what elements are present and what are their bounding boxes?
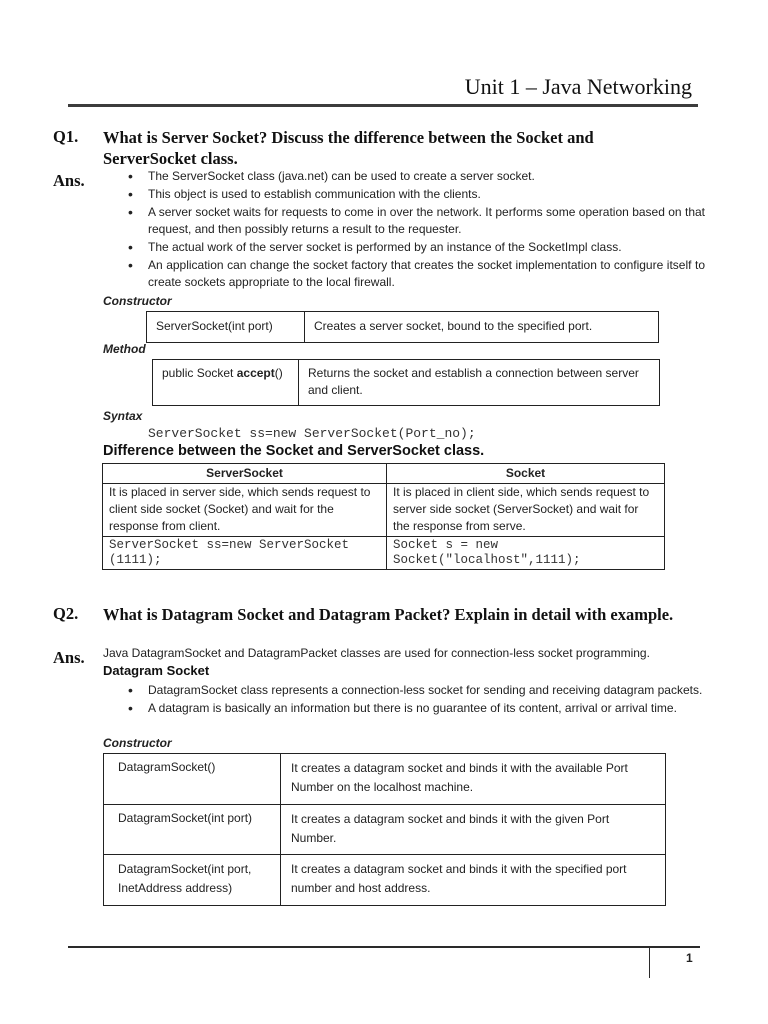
method-signature	[153, 360, 299, 406]
q1-constructor-label: Constructor	[103, 294, 172, 308]
q2-question: What is Datagram Socket and Datagram Packet? Explain in detail with example.	[103, 605, 674, 624]
q2-label: Q2.	[53, 604, 79, 623]
q1-bullet-list	[124, 168, 705, 292]
table-code-cell: Socket s = new Socket("localhost",1111);	[387, 537, 665, 570]
q1-syntax-code: ServerSocket ss=new ServerSocket(Port_no);	[148, 426, 476, 441]
q1-constructor-table	[146, 311, 659, 343]
q1-bullet: • This object is used to establish communication with the clients.	[124, 186, 705, 203]
footer-vertical-divider	[649, 948, 650, 978]
constructor-description: It creates a datagram socket and binds it with the specified port number and host address.	[281, 855, 666, 906]
constructor-signature: DatagramSocket(int port, InetAddress address)	[104, 855, 281, 906]
table-code-cell: ServerSocket ss=new ServerSocket (1111);	[103, 537, 387, 570]
table-cell: It is placed in client side, which sends request to server side socket (ServerSocket) and wait for the response from serve.	[387, 484, 665, 537]
constructor-signature: DatagramSocket()	[104, 754, 281, 805]
q1-question: What is Server Socket? Discuss the difference between the Socket and ServerSocket class.	[103, 128, 594, 168]
method-name: accept	[236, 366, 275, 380]
q1-label: Q1.	[53, 127, 79, 146]
table-row	[103, 484, 665, 537]
constructor-description: It creates a datagram socket and binds it with the available Port Number on the localhost machine.	[281, 754, 666, 805]
header-divider	[68, 104, 698, 107]
q1-answer-label: Ans.	[53, 171, 85, 190]
constructor-description: It creates a datagram socket and binds it with the given Port Number.	[281, 805, 666, 855]
q1-difference-heading: Difference between the Socket and ServerSocket class.	[103, 443, 485, 459]
q1-bullet: • An application can change the socket factory that creates the socket implementation to configure itself to create sockets appropriate to the local firewall.	[124, 257, 705, 291]
q2-bullet: • DatagramSocket class represents a connection-less socket for sending and receiving datagram packets.	[124, 682, 705, 699]
column-header: Socket	[387, 464, 665, 484]
q1-syntax-label: Syntax	[103, 409, 143, 423]
q1-method-table	[152, 359, 660, 406]
q2-bullet-list	[124, 682, 705, 718]
q2-intro: Java DatagramSocket and DatagramPacket classes are used for connection-less socket programming.	[103, 646, 650, 660]
constructor-signature: DatagramSocket(int port)	[104, 805, 281, 855]
method-sig-suffix: ()	[274, 366, 283, 380]
constructor-signature: ServerSocket(int port)	[147, 312, 305, 343]
q1-bullet: • The ServerSocket class (java.net) can be used to create a server socket.	[124, 168, 705, 185]
method-description: Returns the socket and establish a connection between server and client.	[299, 360, 660, 406]
q2-constructor-table	[103, 753, 666, 906]
q2-answer-label: Ans.	[53, 648, 85, 667]
q1-method-label: Method	[103, 342, 146, 356]
q2-bullet: • A datagram is basically an information but there is no guarantee of its content, arrival or arrival time.	[124, 700, 705, 717]
page-number: 1	[686, 951, 693, 965]
table-row	[104, 805, 666, 855]
constructor-description: Creates a server socket, bound to the specified port.	[305, 312, 659, 343]
q1-difference-table	[102, 463, 665, 570]
method-sig-prefix: public Socket	[162, 366, 237, 380]
column-header: ServerSocket	[103, 464, 387, 484]
q1-bullet: • A server socket waits for requests to come in over the network. It performs some operation based on that request, and then possibly returns a result to the requester.	[124, 204, 705, 238]
table-header-row	[103, 464, 665, 484]
table-row	[104, 754, 666, 805]
page-header-title: Unit 1 – Java Networking	[464, 74, 692, 99]
q2-constructor-label: Constructor	[103, 736, 172, 750]
footer-divider	[68, 946, 700, 948]
table-row	[104, 855, 666, 906]
q2-subheading: Datagram Socket	[103, 663, 210, 678]
table-cell: It is placed in server side, which sends request to client side socket (Socket) and wait for the response from client.	[103, 484, 387, 537]
q1-bullet: • The actual work of the server socket is performed by an instance of the SocketImpl class.	[124, 239, 705, 256]
table-row	[103, 537, 665, 570]
table-row	[153, 360, 660, 406]
table-row	[147, 312, 659, 343]
